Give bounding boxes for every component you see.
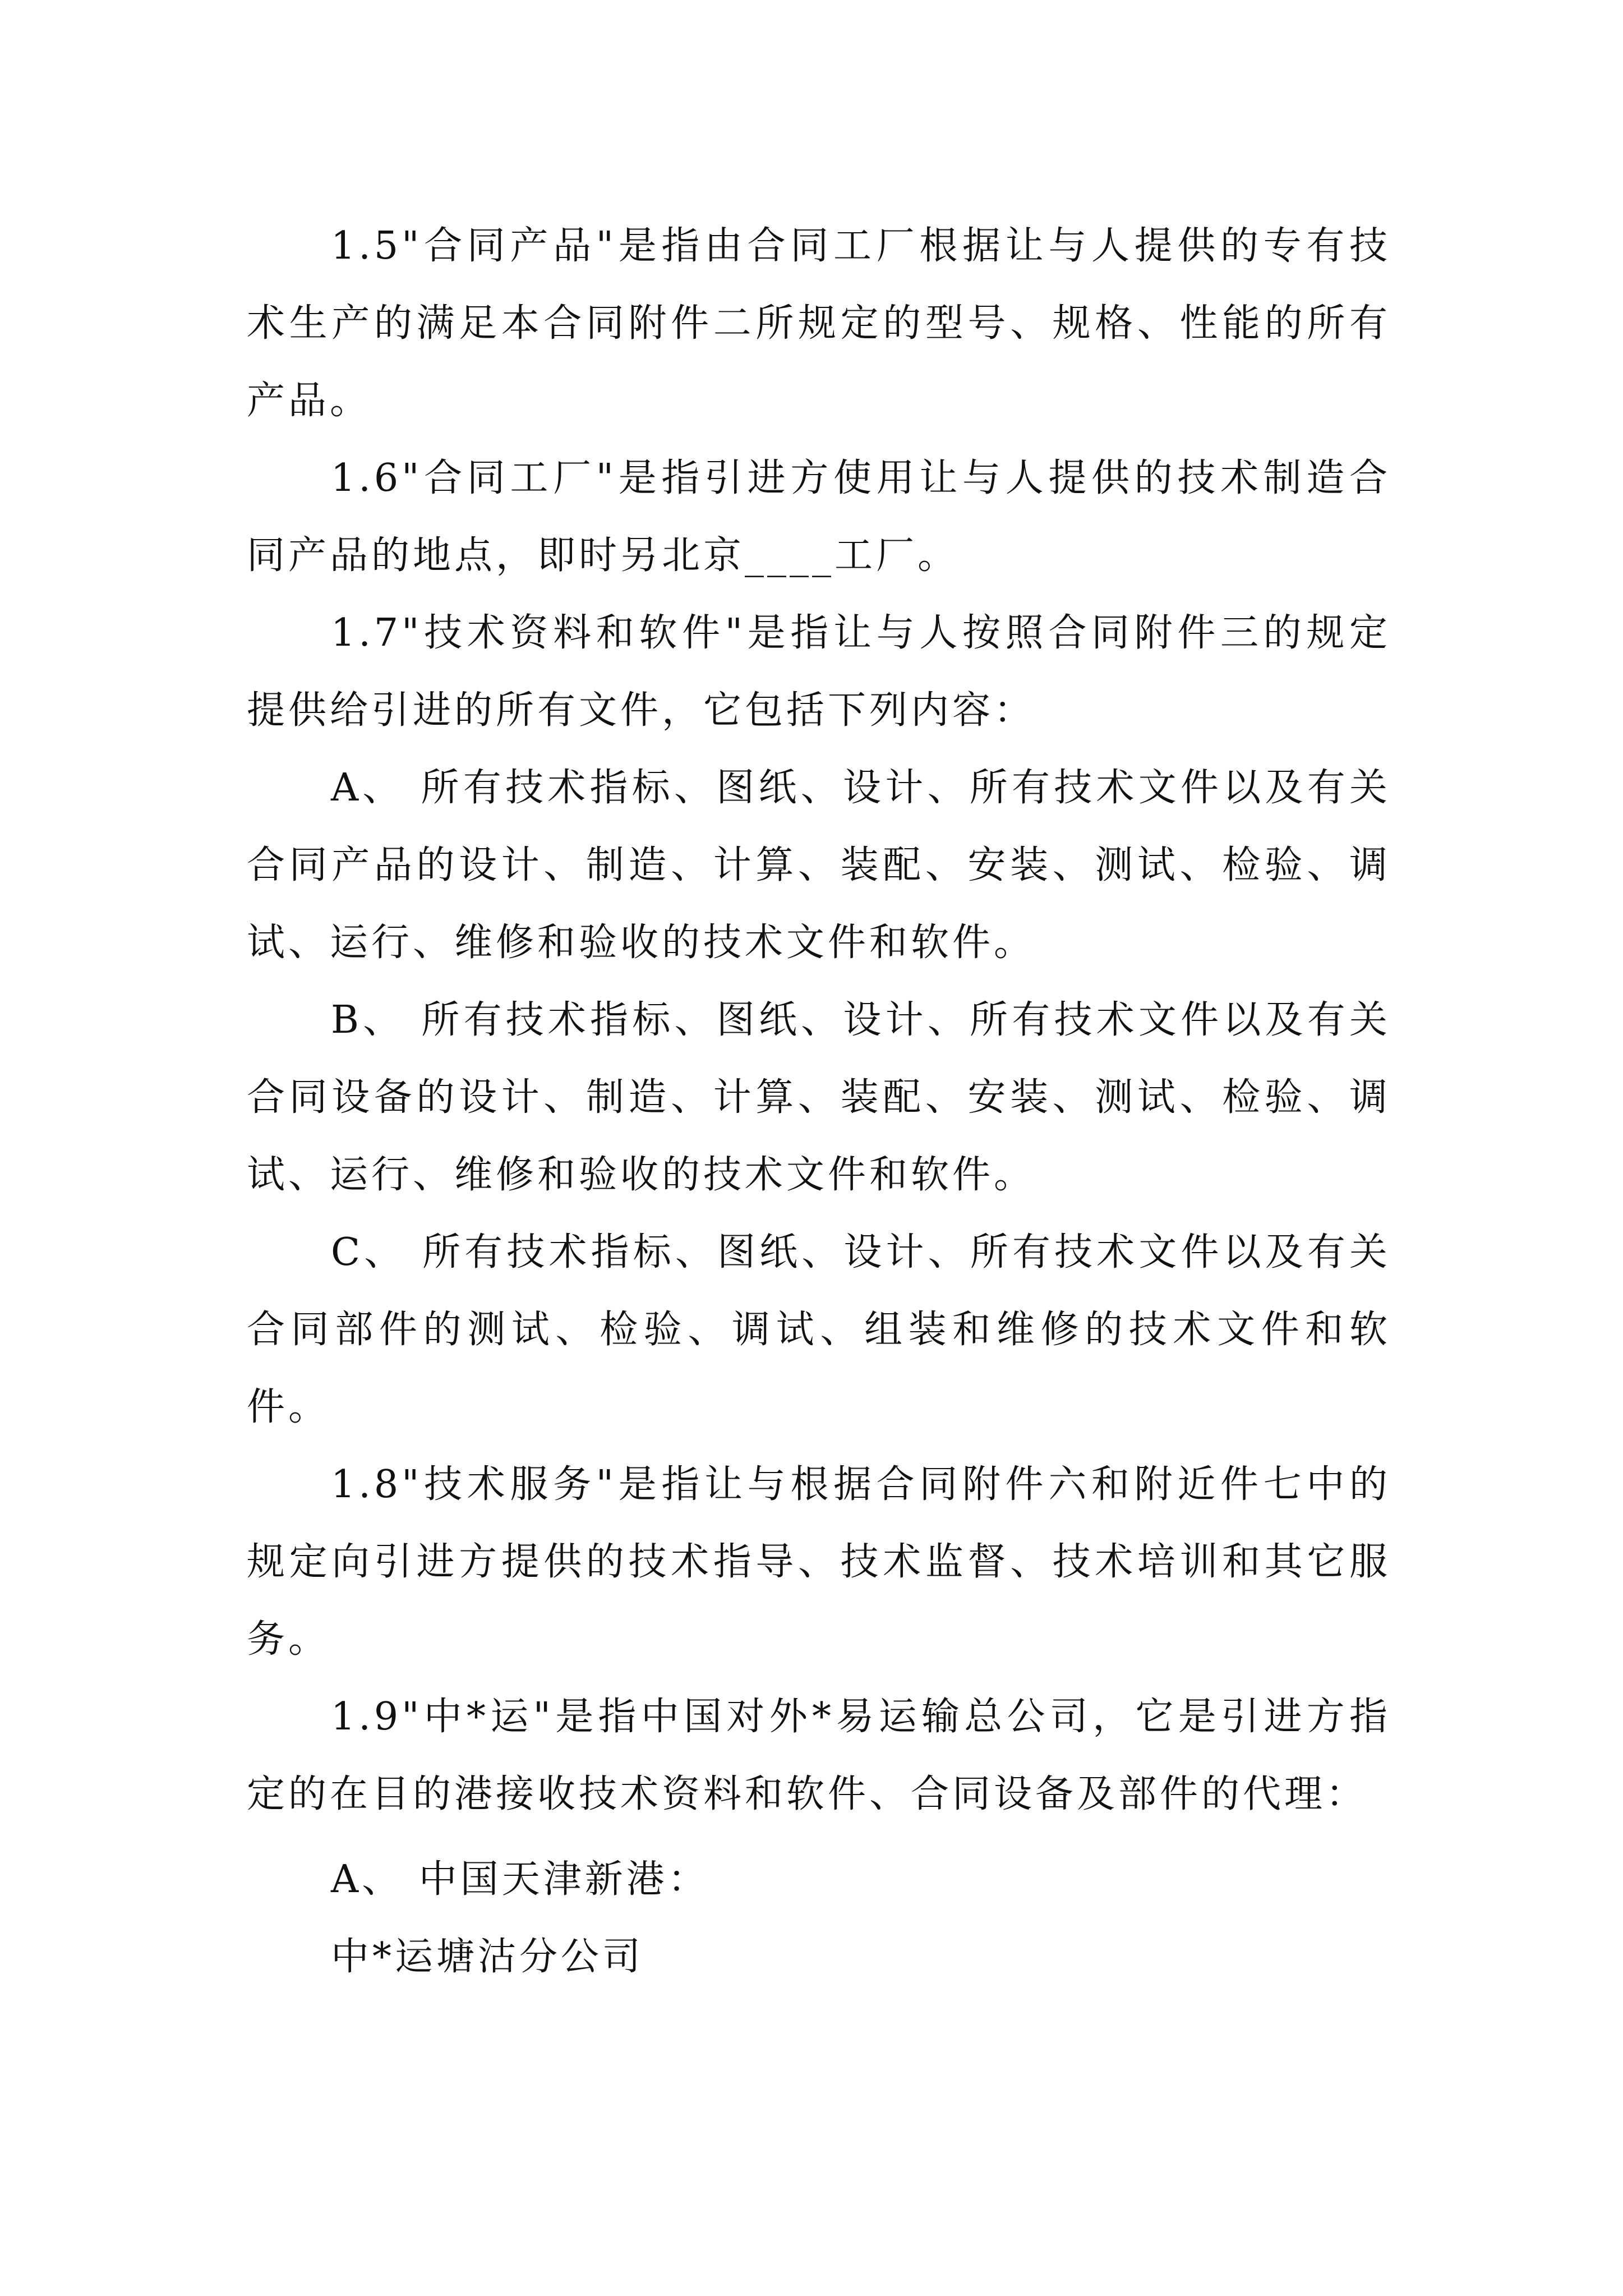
paragraph-1-5: 1.5"合同产品"是指由合同工厂根据让与人提供的专有技术生产的满足本合同附件二所规定的型号、规格、性能的所有产品。 [247, 224, 1391, 423]
paragraph-1-8: 1.8"技术服务"是指让与根据合同附件六和附近件七中的规定向引进方提供的技术指导、技术监督、技术培训和其它服务。 [247, 1462, 1391, 1662]
paragraph-1-9: 1.9"中*运"是指中国对外*易运输总公司，它是引进方指定的在目的港接收技术资料和软件、合同设备及部件的代理： [247, 1695, 1391, 1816]
paragraph-1-9-a: A、 中国天津新港： [331, 1857, 709, 1902]
document-body [247, 208, 1391, 1996]
paragraph-1-7-b: B、 所有技术指标、图纸、设计、所有技术文件以及有关合同设备的设计、制造、计算、装配、安装、测试、检验、调试、运行、维修和验收的技术文件和软件。 [247, 998, 1391, 1197]
paragraph-1-6: 1.6"合同工厂"是指引进方使用让与人提供的技术制造合同产品的地点，即时另北京____工厂。 [247, 456, 1391, 578]
paragraph-agent-name: 中*运塘沽分公司 [331, 1935, 644, 1979]
paragraph-1-7-c: C、 所有技术指标、图纸、设计、所有技术文件以及有关合同部件的测试、检验、调试、组装和维修的技术文件和软件。 [247, 1230, 1391, 1429]
paragraph-1-7-a: A、 所有技术指标、图纸、设计、所有技术文件以及有关合同产品的设计、制造、计算、装配、安装、测试、检验、调试、运行、维修和验收的技术文件和软件。 [247, 766, 1391, 965]
paragraph-1-7: 1.7"技术资料和软件"是指让与人按照合同附件三的规定提供给引进的所有文件，它包括下列内容： [247, 611, 1391, 733]
